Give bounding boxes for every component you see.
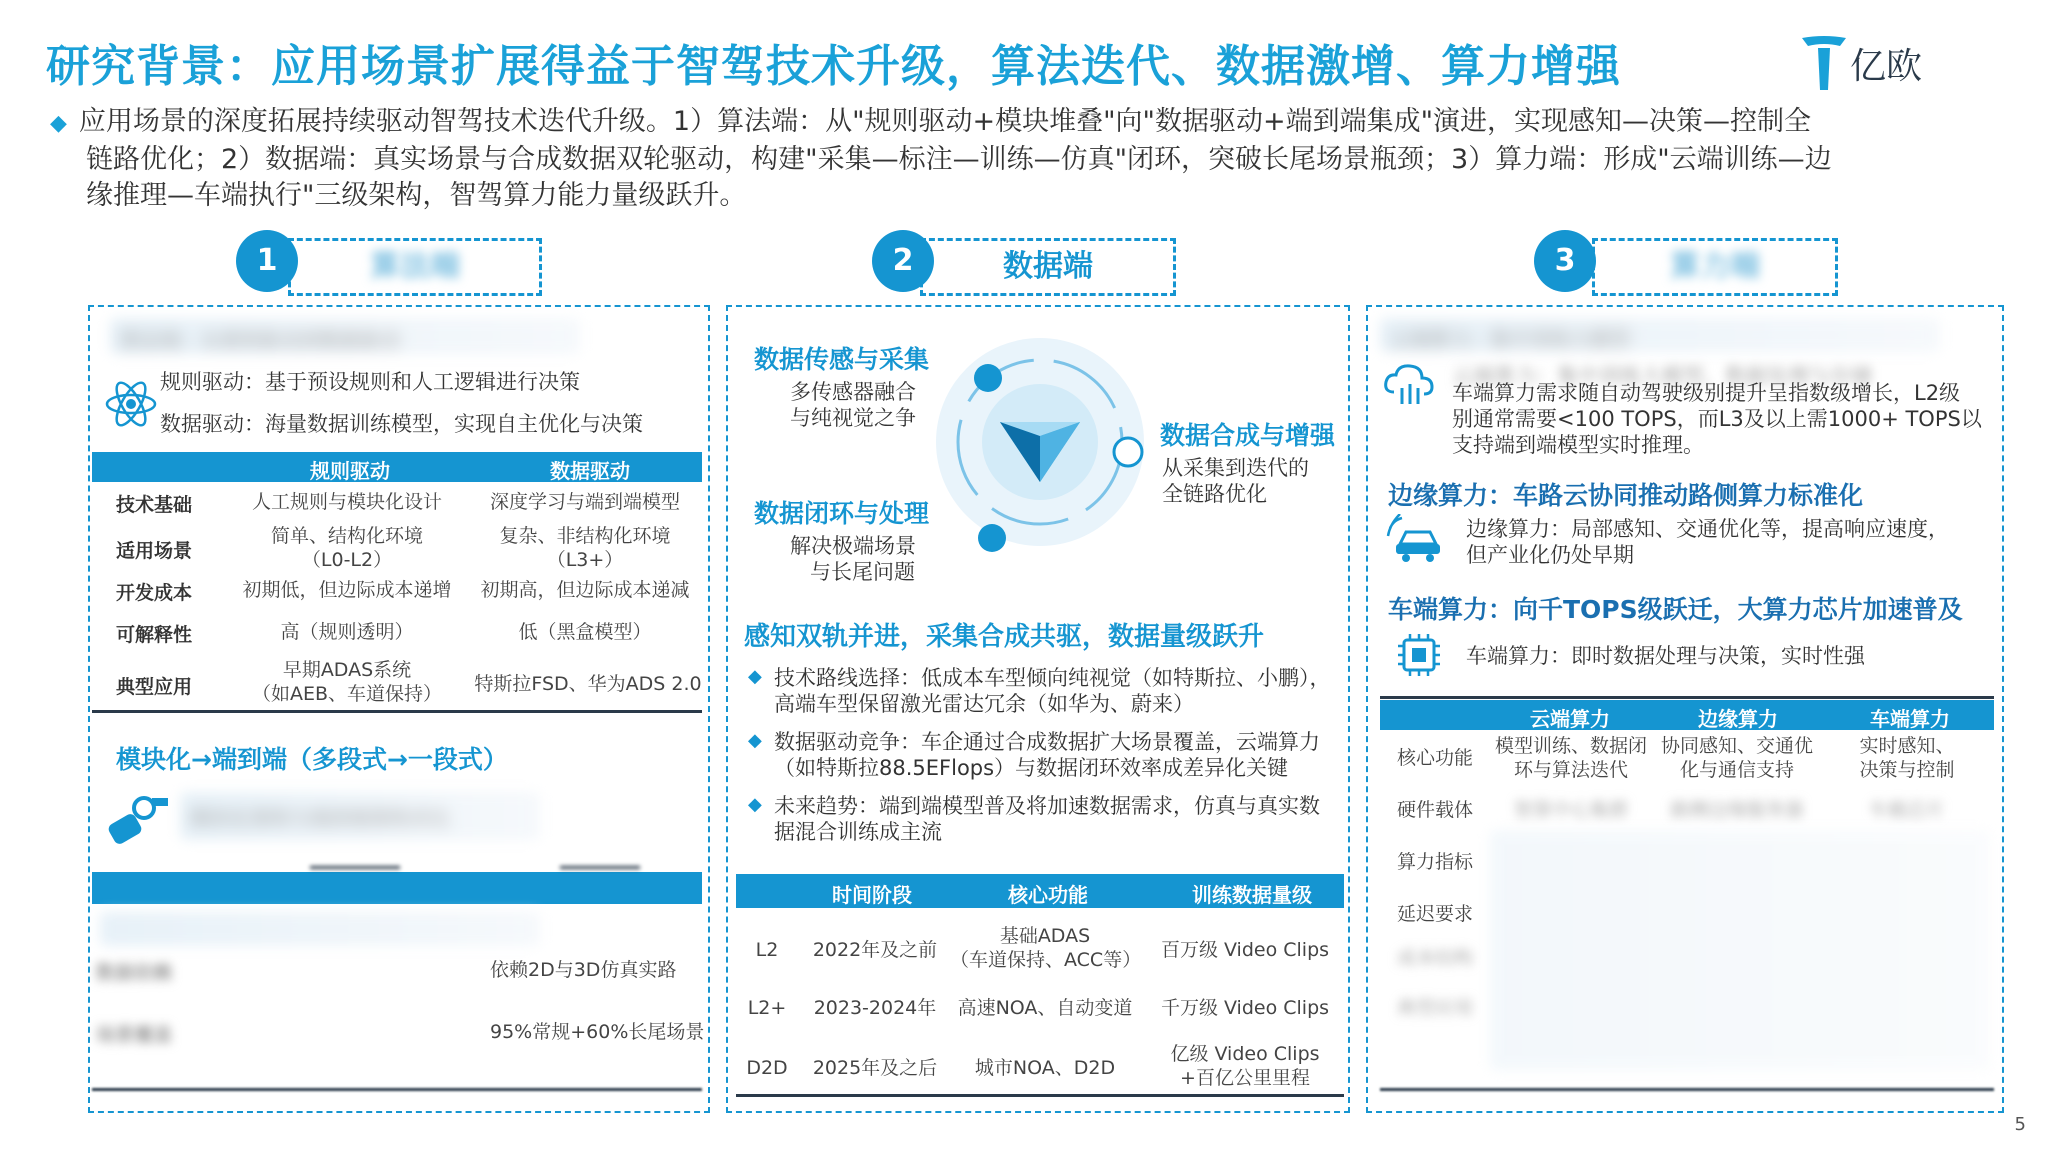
logo-mark-icon [1800, 32, 1848, 92]
blurred-header-mark [310, 866, 400, 869]
table-row-label: 技术基础 [116, 494, 193, 516]
divider [1380, 696, 1994, 699]
section-header-compute: 算力端 [1592, 238, 1838, 296]
robot-arm-icon [104, 790, 174, 850]
cycle-title-1: 数据传感与采集 [754, 345, 930, 374]
diamond-bullet-icon: ◆ [748, 666, 762, 687]
cycle-title-2: 数据合成与增强 [1160, 421, 1336, 450]
section-number-3: 3 [1534, 230, 1596, 292]
data-table-header: 时间阶段 核心功能 训练数据量级 [736, 874, 1344, 908]
intro-paragraph [50, 104, 2030, 214]
connected-car-icon [1386, 514, 1446, 564]
intro-line-3: 缘推理—车端执行"三级架构，智驾算力能力量级跃升。 [86, 180, 747, 211]
atom-icon [104, 374, 158, 434]
logo-text: 亿欧 [1850, 46, 1923, 87]
intro-line-2: 链路优化；2）数据端：真实场景与合成数据双轮驱动，构建"采集—标注—训练—仿真"闭环，突破长尾场景瓶颈；3）算力端：形成"云端训练—边 [86, 144, 1832, 175]
compute-blurred-banner: 云端算力：集中训练大模型 [1380, 318, 1940, 352]
section-header-algorithm: 算法端 [288, 238, 542, 296]
rule-driven-line: 规则驱动：基于预设规则和人工逻辑进行决策 [160, 370, 580, 394]
cloud-icon [1382, 362, 1436, 408]
company-logo [1800, 32, 2000, 92]
modular-blurred-desc: 模块化架构与端到端架构对比 [180, 792, 540, 840]
divider [92, 1088, 702, 1091]
bottom-row-value: 95%常规+60%长尾场景 [490, 1021, 705, 1043]
blurred-header-mark [560, 866, 640, 869]
edge-title: 边缘算力：车路云协同推动路侧算力标准化 [1388, 481, 1864, 510]
page-title: 研究背景：应用场景扩展得益于智驾技术升级，算法迭代、数据激增、算力增强 [46, 41, 1621, 92]
divider [736, 1094, 1344, 1097]
diamond-bullet-icon: ◆ [748, 794, 762, 815]
cloud-desc: 车端算力需求随自动驾驶级别提升呈指数级增长，L2级 别通常需要<100 TOPS，而L3及以上需1000+ TOPS以 支持端到端模型实时推理。 [1452, 381, 1982, 457]
algo-bottom-table-header [92, 872, 702, 904]
divider [92, 710, 702, 713]
page-number: 5 [2014, 1114, 2026, 1135]
blurred-table-body [1490, 830, 1990, 1070]
data-headline: 感知双轨并进，采集合成共驱，数据量级跃升 [744, 622, 1265, 652]
algo-table-header: 规则驱动 数据驱动 [92, 452, 702, 482]
intro-line-1: 应用场景的深度拓展持续驱动智驾技术迭代升级。1）算法端：从"规则驱动+模块堆叠"向"数据驱动+端到端集成"演进，实现感知—决策—控制全 [78, 106, 1812, 137]
section-number-1: 1 [236, 230, 298, 292]
blurred-row [100, 912, 540, 946]
algorithm-blurred-banner: 算法端：从规则驱动到数据驱动 [110, 318, 580, 354]
table-row-label: 可解释性 [116, 624, 193, 646]
table-row-label: 开发成本 [116, 582, 193, 604]
data-driven-line: 数据驱动：海量数据训练模型，实现自主优化与决策 [160, 412, 643, 436]
table-row-label: 适用场景 [116, 540, 193, 562]
data-cycle-diagram [930, 332, 1150, 552]
edge-desc: 边缘算力：局部感知、交通优化等，提高响应速度， 但产业化仍处早期 [1466, 517, 1949, 567]
vehicle-desc: 车端算力：即时数据处理与决策，实时性强 [1466, 644, 1865, 668]
modular-title: 模块化→端到端（多段式→一段式） [116, 745, 508, 774]
chip-icon [1394, 630, 1444, 680]
bottom-row-value: 依赖2D与3D仿真实路 [490, 959, 677, 981]
diamond-bullet-icon: ◆ [50, 111, 67, 136]
compute-table-header: 云端算力 边缘算力 车端算力 [1380, 700, 1994, 730]
section-number-2: 2 [872, 230, 934, 292]
cycle-title-3: 数据闭环与处理 [754, 499, 930, 528]
divider [1380, 1088, 1994, 1091]
vehicle-title: 车端算力：向千TOPS级跃迁，大算力芯片加速普及 [1388, 595, 1963, 624]
table-row-label: 典型应用 [116, 676, 193, 698]
section-header-data: 数据端 [920, 238, 1176, 296]
diamond-bullet-icon: ◆ [748, 730, 762, 751]
